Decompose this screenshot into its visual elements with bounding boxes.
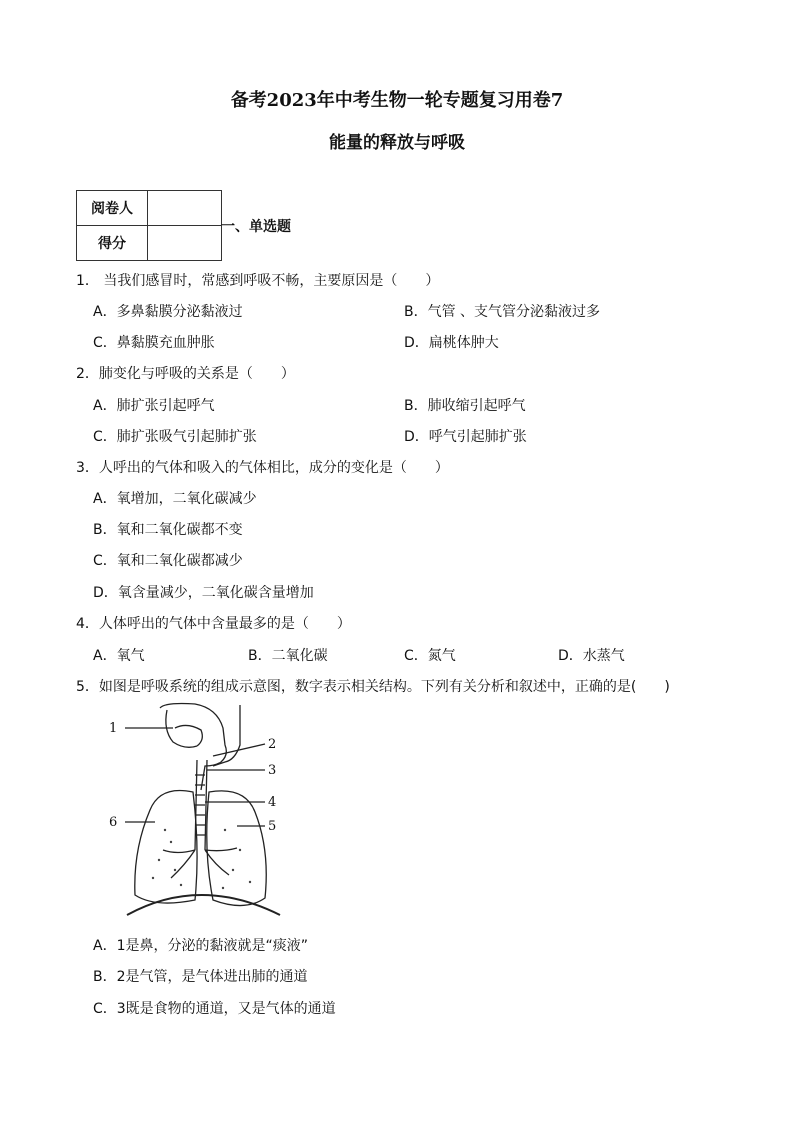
question-4-option-d[interactable]: D．水蒸气 xyxy=(558,648,625,664)
document-title: 备考2023年中考生物一轮专题复习用卷7 xyxy=(230,90,564,111)
question-3-option-c[interactable]: C．氧和二氧化碳都减少 xyxy=(93,553,243,569)
left-lung-outline xyxy=(135,790,197,903)
question-1-option-d[interactable]: D．扁桃体肿大 xyxy=(404,335,499,351)
question-2-option-c[interactable]: C．肺扩张吸气引起肺扩张 xyxy=(93,429,257,445)
document-subtitle: 能量的释放与呼吸 xyxy=(329,133,465,153)
question-2-option-d[interactable]: D．呼气引起肺扩张 xyxy=(404,429,527,445)
question-4-option-b[interactable]: B．二氧化碳 xyxy=(248,648,328,664)
question-1-stem: 1． 当我们感冒时，常感到呼吸不畅，主要原因是（ ） xyxy=(76,273,440,289)
question-5-stem: 5．如图是呼吸系统的组成示意图，数字表示相关结构。下列有关分析和叙述中，正确的是( ) xyxy=(76,679,670,695)
question-3-option-d[interactable]: D．氧含量减少，二氧化碳含量增加 xyxy=(93,585,314,601)
question-3-option-a[interactable]: A．氧增加，二氧化碳减少 xyxy=(93,491,257,507)
question-3-option-b[interactable]: B．氧和二氧化碳都不变 xyxy=(93,522,243,538)
section-title: 一、单选题 xyxy=(221,219,291,235)
question-1-option-b[interactable]: B．气管 、支气管分泌黏液过多 xyxy=(404,304,601,320)
question-1-option-a[interactable]: A．多鼻黏膜分泌黏液过 xyxy=(93,304,243,320)
question-4-stem: 4．人体呼出的气体中含量最多的是（ ） xyxy=(76,616,351,632)
question-2-option-b[interactable]: B．肺收缩引起呼气 xyxy=(404,398,526,414)
question-3-stem: 3．人呼出的气体和吸入的气体相比，成分的变化是（ ） xyxy=(76,460,449,476)
diagram-label-5: 5 xyxy=(268,819,277,834)
respiratory-system-diagram xyxy=(105,700,305,920)
question-4-option-c[interactable]: C．氮气 xyxy=(404,648,456,664)
reviewer-label: 阅卷人 xyxy=(77,191,148,226)
question-5-option-a[interactable]: A．1是鼻，分泌的黏液就是“痰液” xyxy=(93,938,308,954)
question-1-option-c[interactable]: C．鼻黏膜充血肿胀 xyxy=(93,335,215,351)
score-label: 得分 xyxy=(77,226,148,261)
question-2-stem: 2．肺变化与呼吸的关系是（ ） xyxy=(76,366,295,382)
question-5-option-c[interactable]: C．3既是食物的通道，又是气体的通道 xyxy=(93,1001,336,1017)
diagram-label-3: 3 xyxy=(268,763,277,778)
question-5-option-b[interactable]: B．2是气管，是气体进出肺的通道 xyxy=(93,969,308,985)
question-4-option-a[interactable]: A．氧气 xyxy=(93,648,145,664)
reviewer-cell xyxy=(148,191,222,226)
diagram-label-1: 1 xyxy=(109,721,118,736)
diagram-label-4: 4 xyxy=(268,795,277,810)
diagram-label-2: 2 xyxy=(268,737,277,752)
score-cell xyxy=(148,226,222,261)
diaphragm-outline xyxy=(127,895,280,915)
diagram-label-6: 6 xyxy=(109,815,118,830)
question-2-option-a[interactable]: A．肺扩张引起呼气 xyxy=(93,398,215,414)
score-table xyxy=(76,190,222,261)
